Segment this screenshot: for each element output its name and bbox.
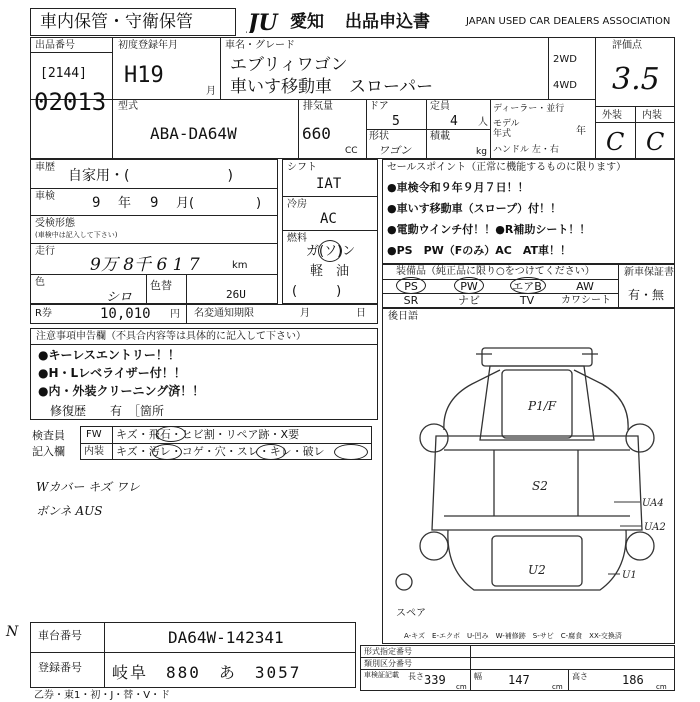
equip-leather: カワシート	[561, 295, 611, 306]
plate-label: 登録番号	[38, 661, 82, 674]
note-2: ●H・Lレベライザー付！！	[38, 366, 186, 380]
spare-label: スペア	[396, 608, 426, 619]
color-value: シロ	[106, 290, 133, 305]
selling-points-label: セールスポイント（正常に機能するものに限ります）	[387, 162, 627, 173]
history-label: 車歴	[35, 162, 55, 173]
center-label: S2	[532, 479, 548, 493]
note-1: ●キーレスエントリー！！	[38, 348, 180, 362]
plate-value: 岐阜 880 あ 3057	[112, 663, 302, 682]
equip-pw: PW	[460, 280, 478, 293]
tear-circle	[334, 444, 368, 460]
stain-circle	[152, 444, 182, 460]
pw-circle	[454, 277, 484, 294]
handwritten-line-2: ボンネ AUS	[36, 504, 103, 518]
r-ticket-label: R券	[35, 308, 52, 319]
exterior-label: 外装	[602, 110, 622, 121]
equip-aw: AW	[576, 280, 594, 293]
height-value: 186	[622, 673, 644, 687]
logo-text: JU	[248, 10, 278, 33]
inspection-label: 車検	[35, 191, 55, 202]
note-3: ●内・外装クリーニング済！！	[38, 384, 205, 398]
interior-grade: C	[646, 128, 665, 156]
inspection-month-unit: 月(	[176, 196, 195, 211]
displacement-value: 660	[302, 124, 331, 143]
width-unit: cm	[552, 683, 563, 691]
height-unit: cm	[656, 683, 667, 691]
scuff-circle	[256, 444, 286, 460]
name-change-month: 月	[300, 308, 310, 319]
rear-damage-label: U2	[528, 563, 546, 577]
car-diagram	[382, 340, 675, 630]
capacity-label: 定員	[430, 101, 450, 112]
airbag-circle	[510, 277, 546, 294]
inspection-close: )	[256, 196, 262, 211]
selling-point-3: ●電動ウインチ付！！●R補助シート！！	[387, 223, 591, 236]
color-code: 26U	[226, 288, 246, 301]
shift-value: IAT	[316, 176, 342, 192]
drive-2wd: 2WD	[553, 54, 577, 65]
displacement-label: 排気量	[303, 101, 333, 112]
right-label-3: U1	[622, 570, 637, 581]
displacement-unit: CC	[345, 146, 358, 156]
capacity-unit: 人	[478, 117, 488, 128]
score-value: 3.5	[612, 62, 660, 97]
r-ticket-value: 10,010	[100, 306, 151, 322]
ac-label: 冷房	[287, 199, 307, 210]
rear-label: 後日語	[388, 311, 418, 322]
color-label: 色	[35, 277, 45, 288]
load-unit: kg	[476, 147, 487, 157]
model-label: 車名・グレード	[225, 40, 295, 51]
roof-label: P1/F	[528, 399, 557, 413]
model-year-label: モデル年式	[493, 119, 520, 139]
equipment-label: 装備品（純正品に限り○をつけてください）	[396, 266, 595, 277]
bottom-items: 乙券・東1・初・J・替・V・ド	[34, 690, 171, 701]
first-reg-value: H19	[124, 63, 164, 88]
handle-label: ハンドル 左・右	[493, 145, 559, 155]
handwritten-line-1: Wカバー キズ ワレ	[36, 480, 140, 494]
first-reg-month: 月	[206, 86, 216, 97]
inspector-label-2: 記入欄	[32, 445, 65, 458]
equip-ps: PS	[404, 280, 418, 293]
damage-legend: A-キズ E-エクボ U-凹み W-補修跡 S-サビ C-腐食 XX-交換済	[404, 632, 622, 640]
load-label: 積載	[430, 131, 450, 142]
model-grade: 車いす移動車 スローパー	[230, 77, 434, 97]
color-code-label: 色替	[150, 279, 172, 292]
chassis-type-value: ABA-DA64W	[150, 124, 237, 143]
width-label: 幅	[474, 672, 482, 681]
fuel-selected-circle	[318, 240, 342, 262]
model-name: エブリィワゴン	[230, 55, 348, 75]
dealer-label: ディーラー・並行	[493, 104, 565, 114]
inspection-year-unit: 年	[118, 196, 132, 211]
mileage-unit: km	[232, 260, 248, 271]
fw-label: FW	[86, 429, 102, 440]
mileage-label: 走行	[35, 246, 55, 257]
org-name: 愛知	[290, 12, 324, 32]
name-change-day: 日	[356, 308, 366, 319]
capacity-value: 4	[450, 114, 458, 129]
interior-label: 内装	[642, 110, 662, 121]
width-value: 147	[508, 673, 530, 687]
interior-items: キズ・汚レ・コゲ・穴・スレ・キレ・破レ	[116, 445, 325, 458]
interior-row-label: 内装	[84, 446, 104, 457]
warranty-value: 有・無	[628, 288, 665, 302]
inspection-year: 9	[92, 195, 101, 211]
fuel-other: ( )	[292, 284, 342, 299]
mileage-value: 9万 8千 6 1 7	[90, 255, 200, 275]
dims-cert-label: 車検証記載	[364, 671, 399, 679]
storage-label: 車内保管・守衛保管	[40, 12, 193, 32]
handwritten-mark: N	[6, 624, 19, 640]
history-value: 自家用・( )	[68, 168, 233, 184]
chassis-no-label: 車台番号	[38, 629, 82, 642]
chassis-no-value: DA64W-142341	[168, 628, 284, 647]
doors-value: 5	[392, 114, 400, 129]
equip-tv: TV	[519, 294, 535, 307]
selling-point-2: ●車いす移動車（スロープ）付！！	[387, 202, 562, 215]
length-unit: cm	[456, 683, 467, 691]
ps-circle	[396, 277, 426, 294]
length-label: 長さ	[408, 672, 424, 681]
shape-value: ワゴン	[378, 144, 411, 157]
shift-label: シフト	[287, 162, 317, 173]
fw-items: キズ・飛石・ヒビ割・リペア跡・X要	[116, 428, 300, 441]
selling-point-1: ●車検令和９年９月７日！！	[387, 181, 529, 194]
height-label: 高さ	[572, 672, 588, 681]
inspector-label-1: 検査員	[32, 429, 65, 442]
inspection-month: 9	[150, 195, 159, 211]
equip-airbag: エアB	[512, 280, 542, 293]
lot-number: 02013	[34, 88, 107, 116]
shape-label: 形状	[369, 131, 389, 142]
equip-navi: ナビ	[458, 294, 480, 307]
lot-sub: [2144]	[40, 66, 87, 81]
year-unit: 年	[576, 126, 586, 137]
right-label-2: UA2	[644, 522, 666, 533]
drive-4wd: 4WD	[553, 80, 577, 91]
name-change-label: 名変通知期限	[194, 308, 254, 319]
dims-class-label: 類別区分番号	[364, 659, 412, 668]
notes-label: 注意事項申告欄（不具合内容等は具体的に記入して下さい）	[36, 331, 306, 342]
top-grid	[30, 37, 675, 159]
equip-sr: SR	[403, 294, 419, 307]
ac-value: AC	[320, 211, 337, 227]
association-name: JAPAN USED CAR DEALERS ASSOCIATION	[466, 16, 671, 27]
chassis-type-label: 型式	[118, 101, 138, 112]
length-value: 339	[424, 673, 446, 687]
doors-label: ドア	[369, 101, 389, 112]
right-label-1: UA4	[642, 498, 664, 509]
lot-label: 出品番号	[35, 40, 75, 51]
score-label: 評価点	[612, 40, 642, 51]
first-reg-label: 初度登録年月	[118, 40, 178, 51]
form-title: 出品申込書	[345, 12, 430, 32]
repair-history: 修復歴 有 ［箇所	[50, 404, 165, 418]
chip-circle	[156, 426, 186, 442]
accept-note: (車検中は記入して下さい)	[35, 231, 118, 239]
fuel-label: 燃料	[287, 233, 307, 244]
dims-type-label: 形式指定番号	[364, 647, 412, 656]
accept-label: 受検形態	[35, 218, 75, 229]
fuel-gas: ガ(ソ)ン	[306, 244, 356, 259]
exterior-grade: C	[606, 128, 625, 156]
fuel-diesel: 軽 油	[310, 264, 350, 279]
warranty-label: 新車保証書	[624, 267, 674, 278]
selling-point-4: ●PS PW（Fのみ）AC AT車！！	[387, 244, 572, 257]
logo	[246, 9, 292, 33]
r-ticket-unit: 円	[170, 309, 180, 320]
ju-logo-icon	[246, 9, 292, 33]
